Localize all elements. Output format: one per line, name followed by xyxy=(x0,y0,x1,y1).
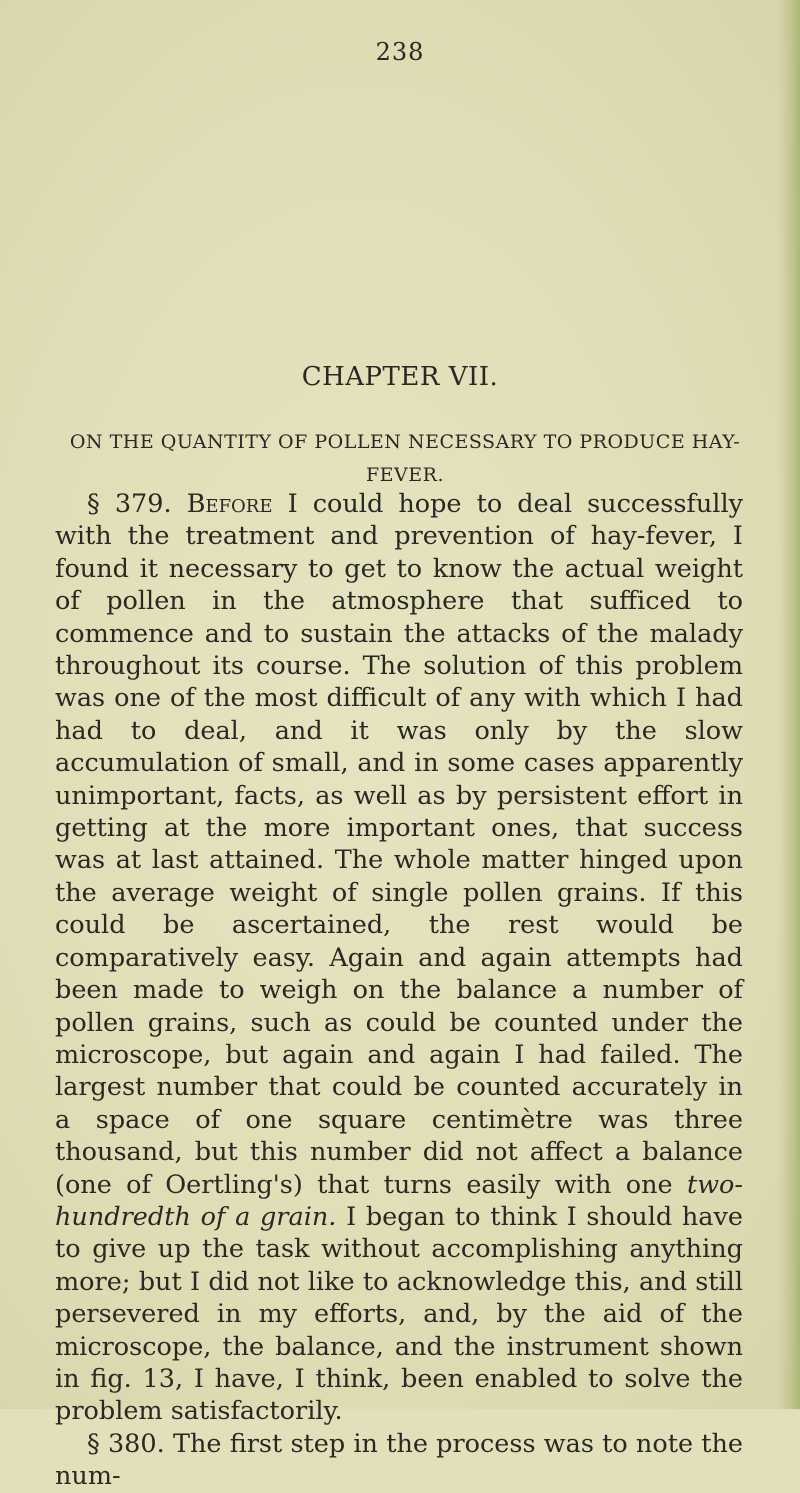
page-edge-shadow xyxy=(778,0,800,1409)
chapter-title: CHAPTER VII. xyxy=(301,362,499,392)
paragraph-text: The first step in the process was to note the num- xyxy=(55,1428,744,1492)
lead-word: Before xyxy=(186,489,273,519)
paragraph-text: I began to think I should have to give up the task without accomplishing anything more; but I did not like to acknowledge this, and still persevered in my efforts, and, by the aid of the microscope, the balance, and the instrument shown in fig. 13, I have, I think, been enabled to solve the problem satisfactorily. xyxy=(55,1201,744,1427)
section-number: § 379. xyxy=(87,489,172,519)
section-number: § 380. xyxy=(87,1428,165,1459)
paragraph-380 xyxy=(55,1428,743,1493)
chapter-subtitle: ON THE QUANTITY OF POLLEN NECESSARY TO PRODUCE HAY-FEVER. xyxy=(69,431,741,486)
page-number: 238 xyxy=(375,38,425,66)
paragraph-text: I could hope to deal successfully with the treatment and prevention of hay-fever, I found it necessary to get to know the actual weight of pollen in the atmosphere that sufficed to commence and to sustain the attacks of the malady throughout its course. The solution of this problem was one of the most difficult of any with which I had had to deal, and it was only by the slow accumulation of small, and in some cases apparently unimportant, facts, as well as by persistent effort in getting at the more important ones, that success was at last attained. The whole matter hinged upon the average weight of single pollen grains. If this could be ascertained, the rest would be comparatively easy. Again and again attempts had been made to weigh on the balance a number of pollen grains, such as could be counted under the microscope, but again and again I had failed. The largest number that could be counted accurately in a space of one square centimètre was three thousand, but this number did not affect a balance (one of Oertling's) that turns easily with one xyxy=(55,489,744,1200)
italic-phrase: two-hundredth of a grain. xyxy=(55,1169,743,1232)
body-text xyxy=(55,488,743,1493)
paragraph-379 xyxy=(55,488,743,1428)
